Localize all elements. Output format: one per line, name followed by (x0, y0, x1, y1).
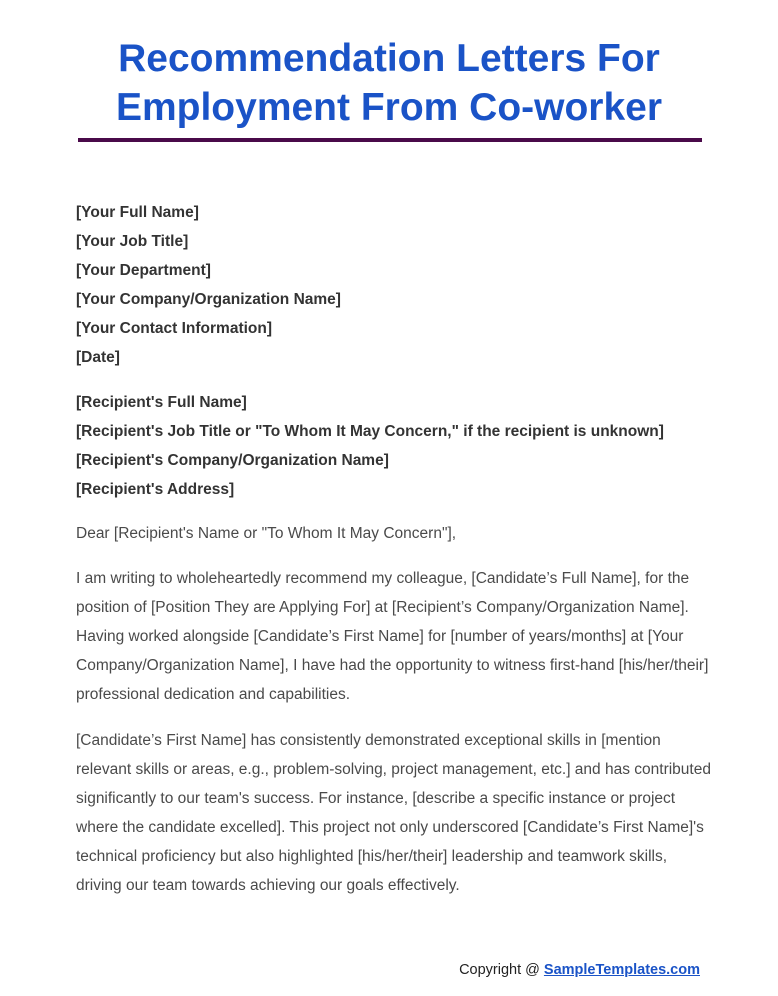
recipient-address: [Recipient's Address] (76, 481, 235, 498)
recipient-job-title: [Recipient's Job Title or "To Whom It May Concern," if the recipient is unknown] (76, 423, 664, 440)
sender-department: [Your Department] (76, 262, 211, 279)
recipient-name: [Recipient's Full Name] (76, 394, 247, 411)
sampletemplates-link[interactable]: SampleTemplates.com (543, 962, 700, 978)
sender-contact: [Your Contact Information] (76, 320, 273, 337)
copyright-footer (459, 962, 700, 978)
title-divider (78, 138, 702, 142)
copyright-prefix: Copyright @ (459, 962, 544, 978)
page-title: Recommendation Letters For Employment From Co-worker (115, 37, 663, 129)
sender-company: [Your Company/Organization Name] (76, 291, 341, 308)
salutation: Dear [Recipient's Name or "To Whom It May Concern"], (76, 525, 457, 542)
sender-block (76, 198, 716, 372)
recipient-block (76, 388, 716, 504)
sender-name: [Your Full Name] (76, 204, 199, 221)
letter-date: [Date] (76, 349, 120, 366)
body-paragraph-1: I am writing to wholeheartedly recommend my colleague, [Candidate’s Full Name], for the position of [Position They are Applying For] at [Recipient’s Company/Organization Name]. Having worked alongside [Candidate’s First Name] for [number of years/months] at [Your Company/Organization Name], I have had the opportunity to witness first-hand [his/her/their] professional dedication and capabilities. (76, 570, 709, 703)
sender-job-title: [Your Job Title] (76, 233, 189, 250)
recipient-company: [Recipient's Company/Organization Name] (76, 452, 389, 469)
body-paragraph-2: [Candidate’s First Name] has consistently demonstrated exceptional skills in [mention relevant skills or areas, e.g., problem-solving, project management, etc.] and has contributed significantly to our team's success. For instance, [describe a specific instance or project where the candidate excelled]. This project not only underscored [Candidate’s First Name]'s technical proficiency but also highlighted [his/her/their] leadership and teamwork skills, driving our team towards achieving our goals effectively. (76, 732, 711, 894)
